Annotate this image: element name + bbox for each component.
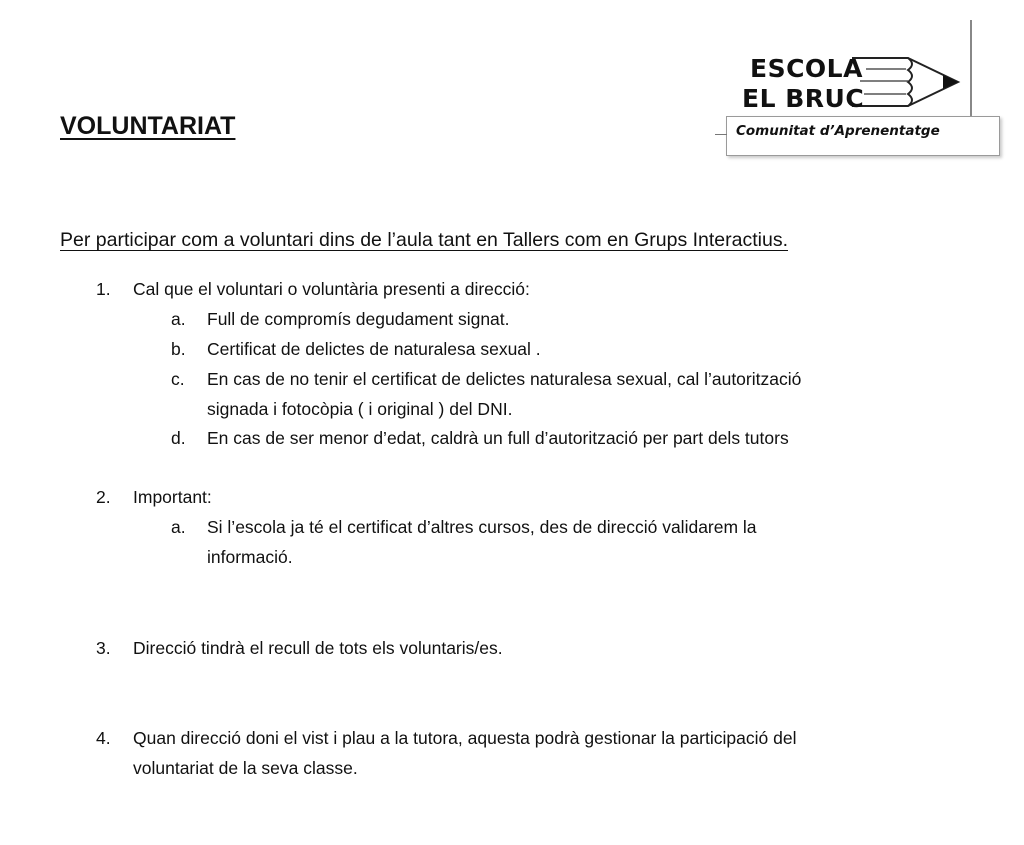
page-title: VOLUNTARIAT: [60, 112, 236, 140]
list-marker: c.: [171, 369, 185, 389]
list-item-text: voluntariat de la seva classe.: [133, 758, 358, 778]
list-marker: b.: [171, 339, 186, 359]
list-subitem-text: En cas de ser menor d’edat, caldrà un full d’autorització per part dels tutors: [207, 428, 789, 448]
list-item-text: Quan direcció doni el vist i plau a la tutora, aquesta podrà gestionar la participació del: [133, 728, 797, 748]
list-item-text: Cal que el voluntari o voluntària presenti a direcció:: [133, 279, 530, 299]
list-item-text: Direcció tindrà el recull de tots els voluntaris/es.: [133, 638, 503, 658]
list-subitem-text: Certificat de delictes de naturalesa sexual .: [207, 339, 541, 359]
logo-frame-line: [970, 20, 972, 116]
list-subitem-text: En cas de no tenir el certificat de delictes naturalesa sexual, cal l’autorització: [207, 369, 802, 389]
list-subitem-text: Full de compromís degudament signat.: [207, 309, 510, 329]
list-marker: 4.: [96, 728, 111, 748]
logo-tagline: Comunitat d’Aprenentatge: [736, 123, 940, 139]
list-marker: 2.: [96, 487, 111, 507]
list-subitem-text: signada i fotocòpia ( i original ) del DNI.: [207, 399, 513, 419]
list-marker: a.: [171, 517, 186, 537]
logo-line-2: EL BRUC: [742, 84, 865, 113]
list-marker: 3.: [96, 638, 111, 658]
list-item-text: Important:: [133, 487, 212, 507]
logo-line-1: ESCOLA: [750, 54, 863, 83]
list-subitem-text: informació.: [207, 547, 293, 567]
school-logo: [716, 18, 1006, 160]
list-marker: a.: [171, 309, 186, 329]
list-marker: 1.: [96, 279, 111, 299]
list-marker: d.: [171, 428, 186, 448]
section-subtitle: Per participar com a voluntari dins de l’aula tant en Tallers com en Grups Interactius.: [60, 229, 788, 251]
list-subitem-text: Si l’escola ja té el certificat d’altres cursos, des de direcció validarem la: [207, 517, 757, 537]
